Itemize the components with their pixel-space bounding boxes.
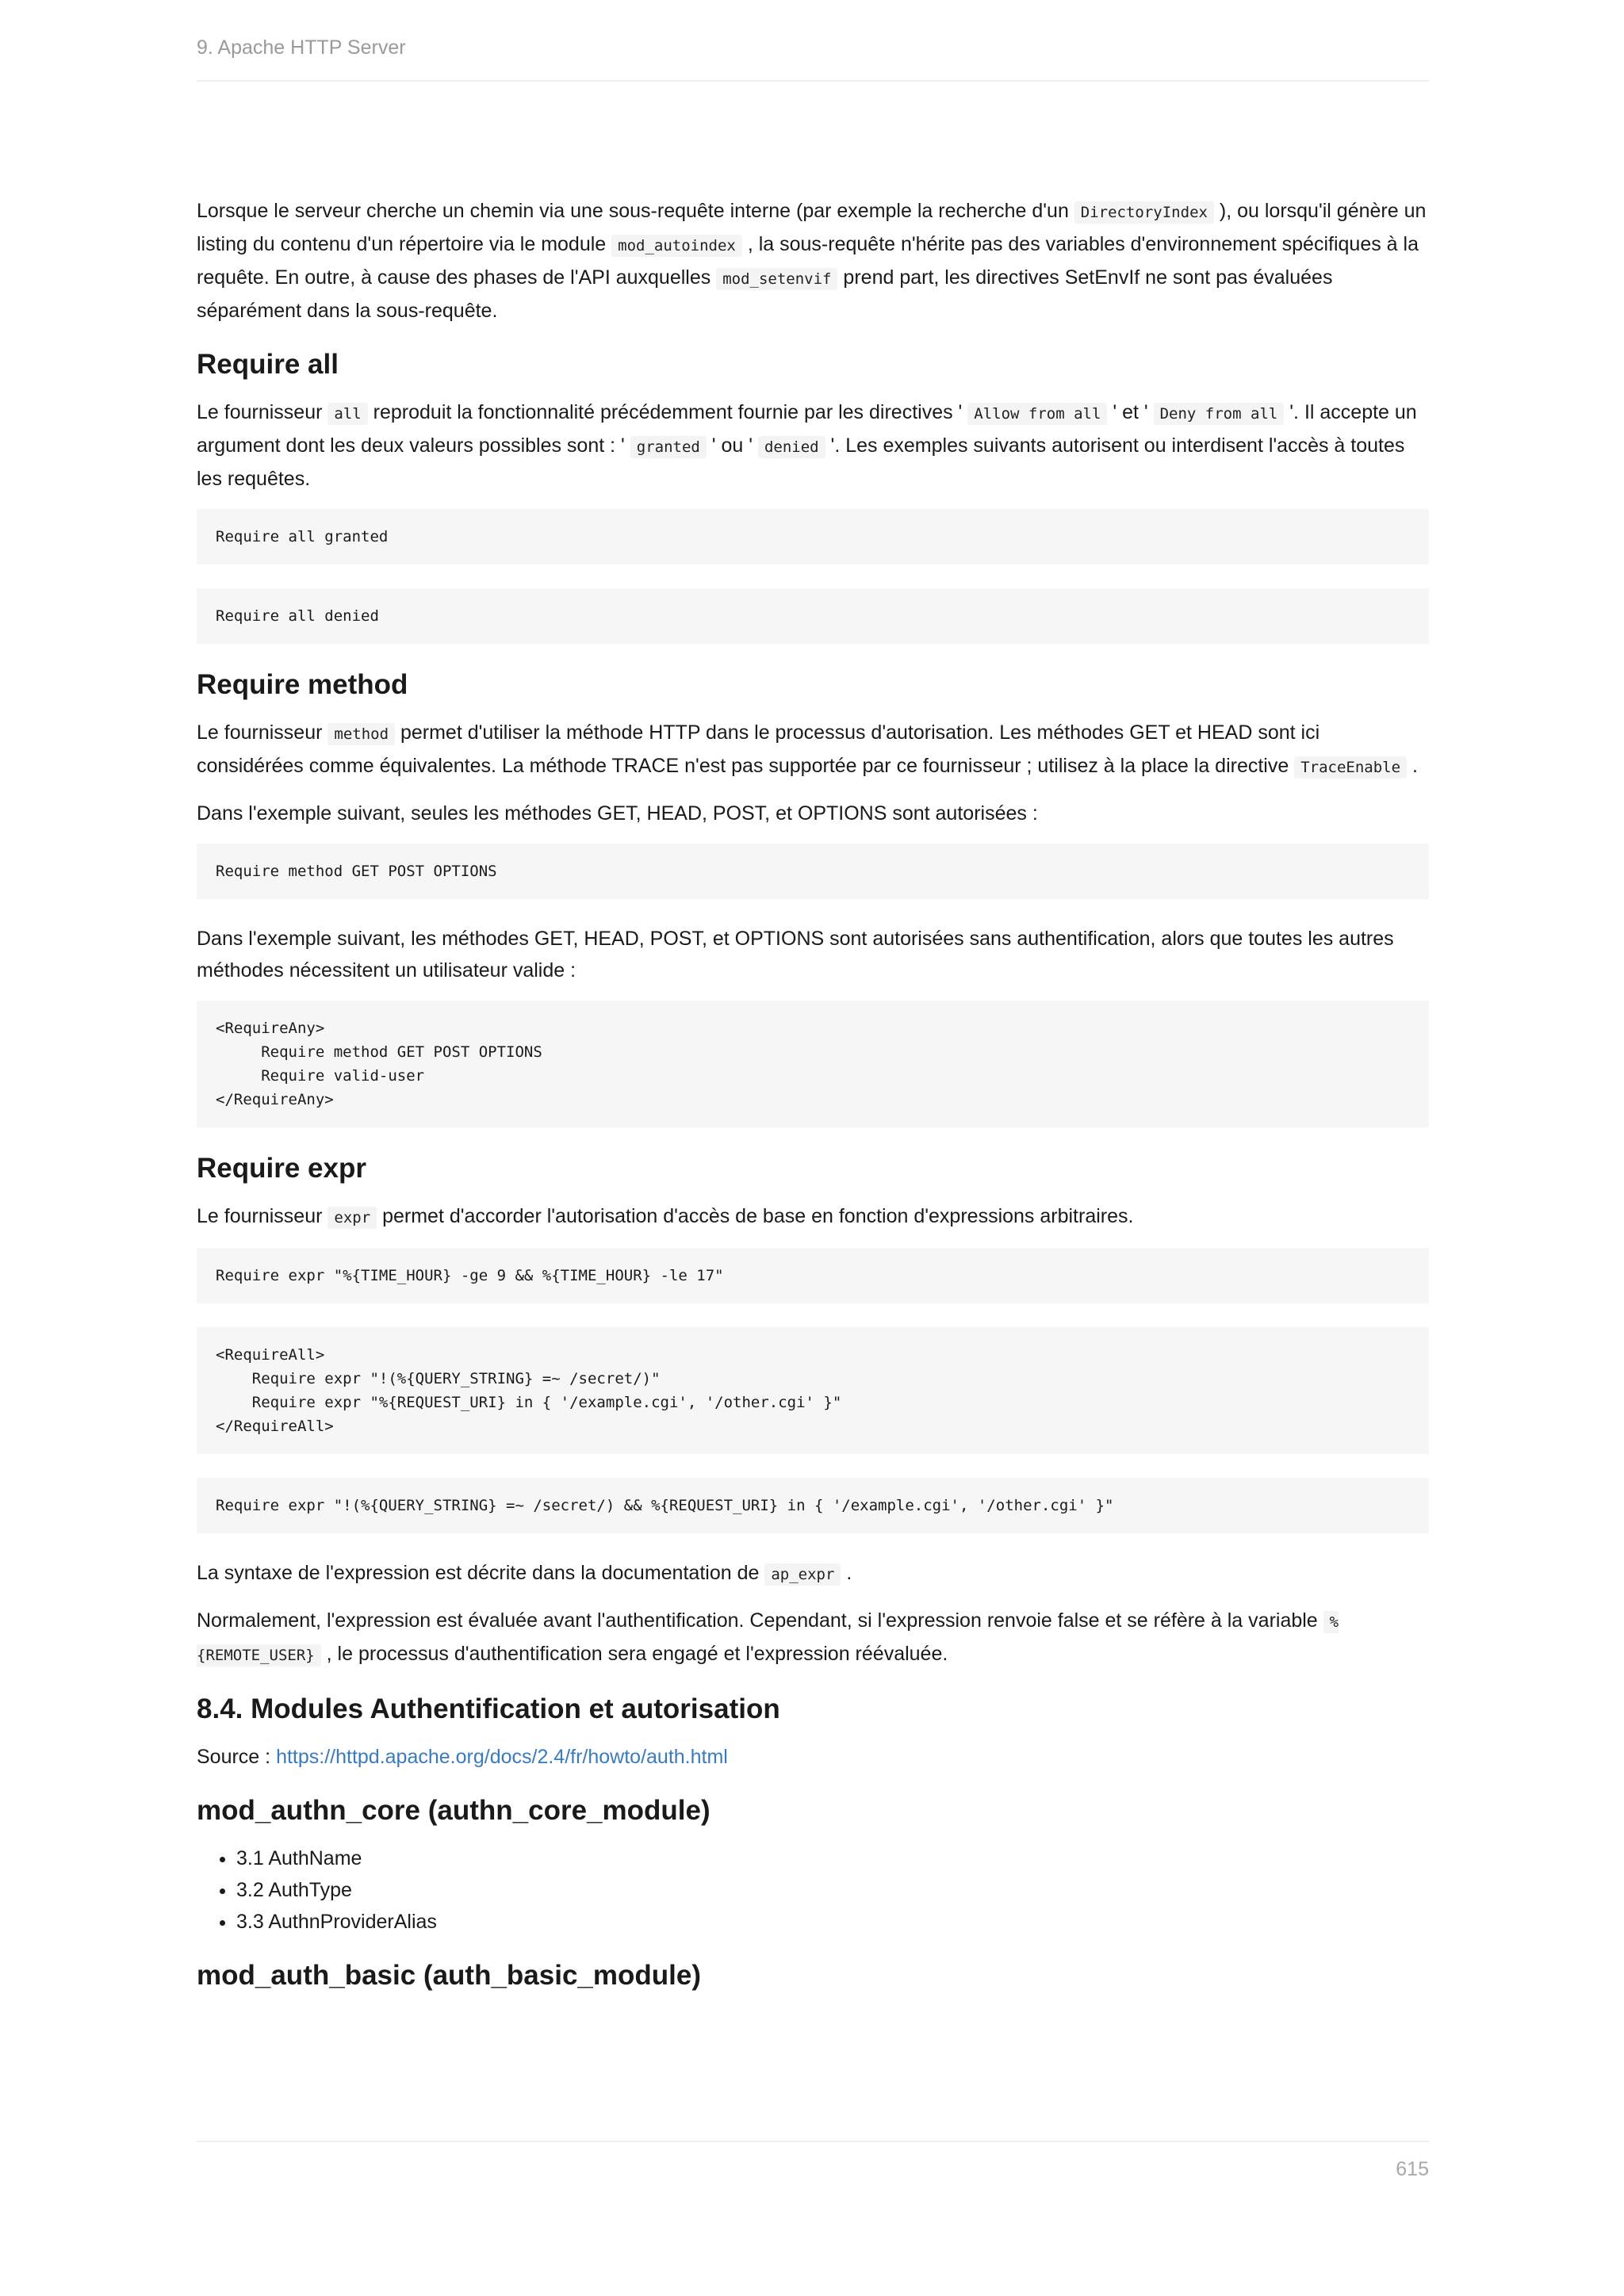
- code-block: <RequireAny> Require method GET POST OPTIONS Require valid-user </RequireAny>: [197, 1001, 1429, 1127]
- require-all-paragraph: [197, 396, 1429, 495]
- list-item: • 3.3 AuthnProviderAlias: [236, 1906, 1429, 1938]
- require-expr-paragraph: [197, 1200, 1429, 1234]
- code-block: Require all denied: [197, 588, 1429, 644]
- heading-section-8-4: 8.4. Modules Authentification et autorisation: [197, 1693, 780, 1724]
- code-block: Require all granted: [197, 509, 1429, 564]
- intro-paragraph: [197, 195, 1429, 327]
- text: La syntaxe de l'expression est décrite dans la documentation de: [197, 1562, 765, 1584]
- list-item: • 3.2 AuthType: [236, 1874, 1429, 1906]
- inline-code: denied: [758, 436, 825, 458]
- source-paragraph: [197, 1741, 1429, 1773]
- text: permet d'utiliser la méthode HTTP dans le processus d'autorisation. Les méthodes GET et HEAD sont ici considérées comme équivalentes. La méthode TRACE n'est pas supportée par ce fournisseur ; utilisez à la place la directive: [197, 721, 1320, 777]
- text: Normalement, l'expression est évaluée avant l'authentification. Cependant, si l'expression renvoie false et se réfère à la variable: [197, 1609, 1323, 1632]
- code-block: Require method GET POST OPTIONS: [197, 844, 1429, 899]
- running-header: 9. Apache HTTP Server: [197, 36, 1429, 82]
- inline-code: method: [327, 723, 395, 745]
- paragraph: [197, 1605, 1429, 1671]
- code-block: <RequireAll> Require expr "!(%{QUERY_STRING} =~ /secret/)" Require expr "%{REQUEST_URI} in { '/example.cgi', '/other.cgi' }" </RequireAll>: [197, 1327, 1429, 1454]
- text: ' et ': [1107, 401, 1154, 423]
- paragraph: Dans l'exemple suivant, les méthodes GET, HEAD, POST, et OPTIONS sont autorisées sans authentification, alors que toutes les autres méthodes nécessitent un utilisateur valide :: [197, 928, 1394, 982]
- require-method-paragraph: [197, 717, 1429, 783]
- heading-authn-core: mod_authn_core (authn_core_module): [197, 1795, 710, 1826]
- text: .: [1407, 755, 1418, 777]
- source-link[interactable]: https://httpd.apache.org/docs/2.4/fr/howto/auth.html: [276, 1746, 728, 1768]
- source-label: Source :: [197, 1746, 277, 1768]
- code-block: Require expr "!(%{QUERY_STRING} =~ /secret/) && %{REQUEST_URI} in { '/example.cgi', '/other.cgi' }": [197, 1478, 1429, 1533]
- text: Le fournisseur: [197, 1205, 328, 1227]
- main-content: [197, 195, 1429, 2007]
- text: permet d'accorder l'autorisation d'accès de base en fonction d'expressions arbitraires.: [377, 1205, 1134, 1227]
- heading-require-expr: Require expr: [197, 1153, 366, 1184]
- list-item: • 3.1 AuthName: [236, 1843, 1429, 1874]
- text: ' ou ': [706, 434, 758, 457]
- text: Le fournisseur: [197, 401, 328, 423]
- text: '. Il accepte un argument dont les deux valeurs possibles sont : ': [197, 401, 1417, 457]
- code-block: Require expr "%{TIME_HOUR} -ge 9 && %{TIME_HOUR} -le 17": [197, 1248, 1429, 1303]
- inline-code: TraceEnable: [1294, 756, 1407, 779]
- paragraph: Dans l'exemple suivant, seules les méthodes GET, HEAD, POST, et OPTIONS sont autorisées :: [197, 802, 1038, 825]
- inline-code: all: [327, 403, 367, 425]
- text: reproduit la fonctionnalité précédemment fournie par les directives ': [367, 401, 968, 423]
- page-number: 615: [197, 2141, 1429, 2181]
- text: prend part, les directives SetEnvIf ne sont pas évaluées séparément dans la sous-requête.: [197, 266, 1333, 322]
- inline-code: DirectoryIndex: [1074, 201, 1214, 224]
- heading-require-all: Require all: [197, 349, 339, 380]
- text: , la sous-requête n'hérite pas des variables d'environnement spécifiques à la requête. En outre, à cause des phases de l'API auxquelles: [197, 233, 1419, 289]
- inline-code: granted: [630, 436, 707, 458]
- inline-code: Allow from all: [967, 403, 1107, 425]
- heading-auth-basic: mod_auth_basic (auth_basic_module): [197, 1960, 701, 1991]
- authn-core-list: [197, 1843, 1429, 1938]
- text: .: [841, 1562, 852, 1584]
- inline-code: ap_expr: [764, 1563, 841, 1586]
- heading-require-method: Require method: [197, 669, 408, 700]
- inline-code: expr: [327, 1207, 377, 1229]
- text: Le fournisseur: [197, 721, 328, 744]
- text: Lorsque le serveur cherche un chemin via une sous-requête interne (par exemple la recherche d'un: [197, 200, 1074, 222]
- text: '. Les exemples suivants autorisent ou interdisent l'accès à toutes les requêtes.: [197, 434, 1405, 490]
- text: ), ou lorsqu'il génère un listing du contenu d'un répertoire via le module: [197, 200, 1427, 255]
- text: , le processus d'authentification sera engagé et l'expression réévaluée.: [320, 1643, 948, 1665]
- inline-code: Deny from all: [1154, 403, 1285, 425]
- inline-code: mod_setenvif: [716, 268, 837, 290]
- inline-code: %{REMOTE_USER}: [197, 1611, 1339, 1667]
- paragraph: [197, 1557, 1429, 1590]
- inline-code: mod_autoindex: [611, 235, 742, 257]
